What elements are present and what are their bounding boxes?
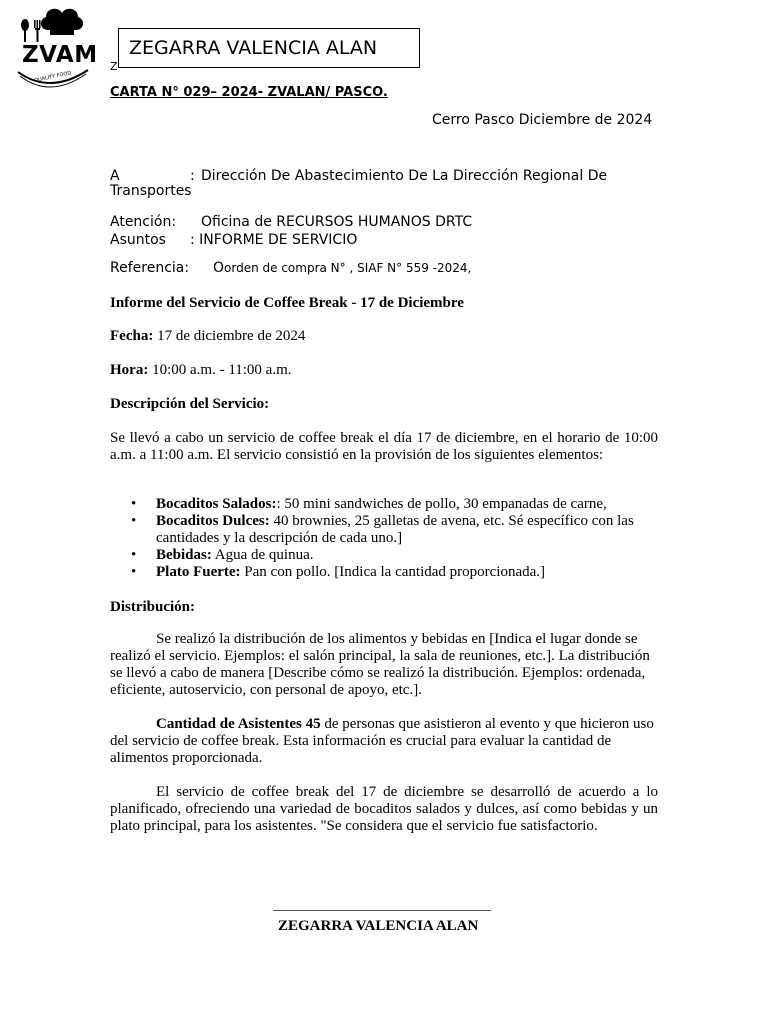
report-title: Informe del Servicio de Coffee Break - 17 de Diciembre [110, 295, 464, 311]
attendees-paragraph [110, 716, 658, 767]
closing-text: El servicio de coffee break del 17 de diciembre se desarrolló de acuerdo a lo planificado, ofreciendo una variedad de bocaditos salados y dulces, así como bebidas y un plato principal, para los asistentes. "Se considera que el servicio fue satisfactorio. [110, 784, 658, 834]
reference-label: Referencia: [110, 260, 190, 276]
item-text: Agua de quinua. [211, 547, 314, 563]
to-text-continued: Transportes [110, 183, 192, 199]
item-label: Bocaditos Salados: [156, 496, 277, 512]
list-item [156, 496, 658, 513]
distribution-text: Se realizó la distribución de los alimentos y bebidas en [Indica el lugar donde se realizó el servicio. Ejemplos: el salón principal, la sala de reuniones, etc.]. La distribución se llevó a cabo de manera [Describe cómo se realizó la distribución. Ejemplos: ordenada, eficiente, autoservicio, con personal de apoyo, etc.]. [110, 631, 650, 698]
stray-letter: Z [110, 60, 118, 73]
description-paragraph: Se llevó a cabo un servicio de coffee break el día 17 de diciembre, en el horario de 10:00 a.m. a 11:00 a.m. El servicio consistió en la provisión de los siguientes elementos: [110, 430, 658, 463]
to-label: A [110, 168, 120, 184]
attention-label: Atención: [110, 214, 177, 230]
items-list [110, 496, 658, 581]
subject-text: : INFORME DE SERVICIO [190, 232, 358, 248]
description-heading: Descripción del Servicio: [110, 396, 270, 412]
date-field [110, 328, 305, 345]
list-item [156, 564, 658, 581]
item-label: Bebidas: [156, 547, 212, 563]
signature-line [273, 910, 491, 911]
time-label: Hora: [110, 362, 149, 378]
time-field [110, 362, 292, 379]
reference-initial: O [213, 260, 225, 276]
attendees-text: de personas que asistieron al evento y que hicieron uso del servicio de coffee break. Esta información es crucial para evaluar la cantidad de alimentos proporcionada. [110, 716, 654, 766]
signature-name: ZEGARRA VALENCIA ALAN [278, 918, 479, 934]
list-item [156, 513, 658, 547]
subject-label: Asuntos [110, 232, 166, 248]
time-value: 10:00 a.m. - 11:00 a.m. [148, 362, 292, 378]
item-label: Bocaditos Dulces: [156, 513, 270, 529]
distribution-paragraph [110, 631, 658, 699]
letter-number: CARTA N° 029– 2024- ZVALAN/ PASCO. [110, 85, 388, 100]
to-colon: : [190, 168, 195, 184]
date-label: Fecha: [110, 328, 154, 344]
attendees-label: Cantidad de Asistentes 45 [156, 716, 321, 732]
place-date: Cerro Pasco Diciembre de 2024 [432, 112, 653, 128]
item-text: 40 brownies, 25 galletas de avena, etc. Sé específico con las cantidades y la descripción de cada uno.] [156, 513, 634, 546]
item-label: Plato Fuerte: [156, 564, 241, 580]
to-text: Dirección De Abastecimiento De La Dirección Regional De [201, 168, 608, 184]
date-value: 17 de diciembre de 2024 [153, 328, 306, 344]
list-item [156, 547, 658, 564]
item-text: : 50 mini sandwiches de pollo, 30 empanadas de carne, [276, 496, 607, 512]
distribution-heading: Distribución: [110, 599, 196, 615]
closing-paragraph [110, 784, 658, 835]
attention-text: Oficina de RECURSOS HUMANOS DRTC [201, 214, 473, 230]
logo-tagline: QUALITY FOOD [33, 70, 72, 84]
reference-text [213, 260, 471, 276]
company-name-box: ZEGARRA VALENCIA ALAN [118, 28, 420, 68]
logo-text: ZVAM [22, 42, 98, 68]
reference-detail: orden de compra N° , SIAF N° 559 -2024, [224, 261, 472, 275]
item-text: Pan con pollo. [Indica la cantidad proporcionada.] [240, 564, 546, 580]
